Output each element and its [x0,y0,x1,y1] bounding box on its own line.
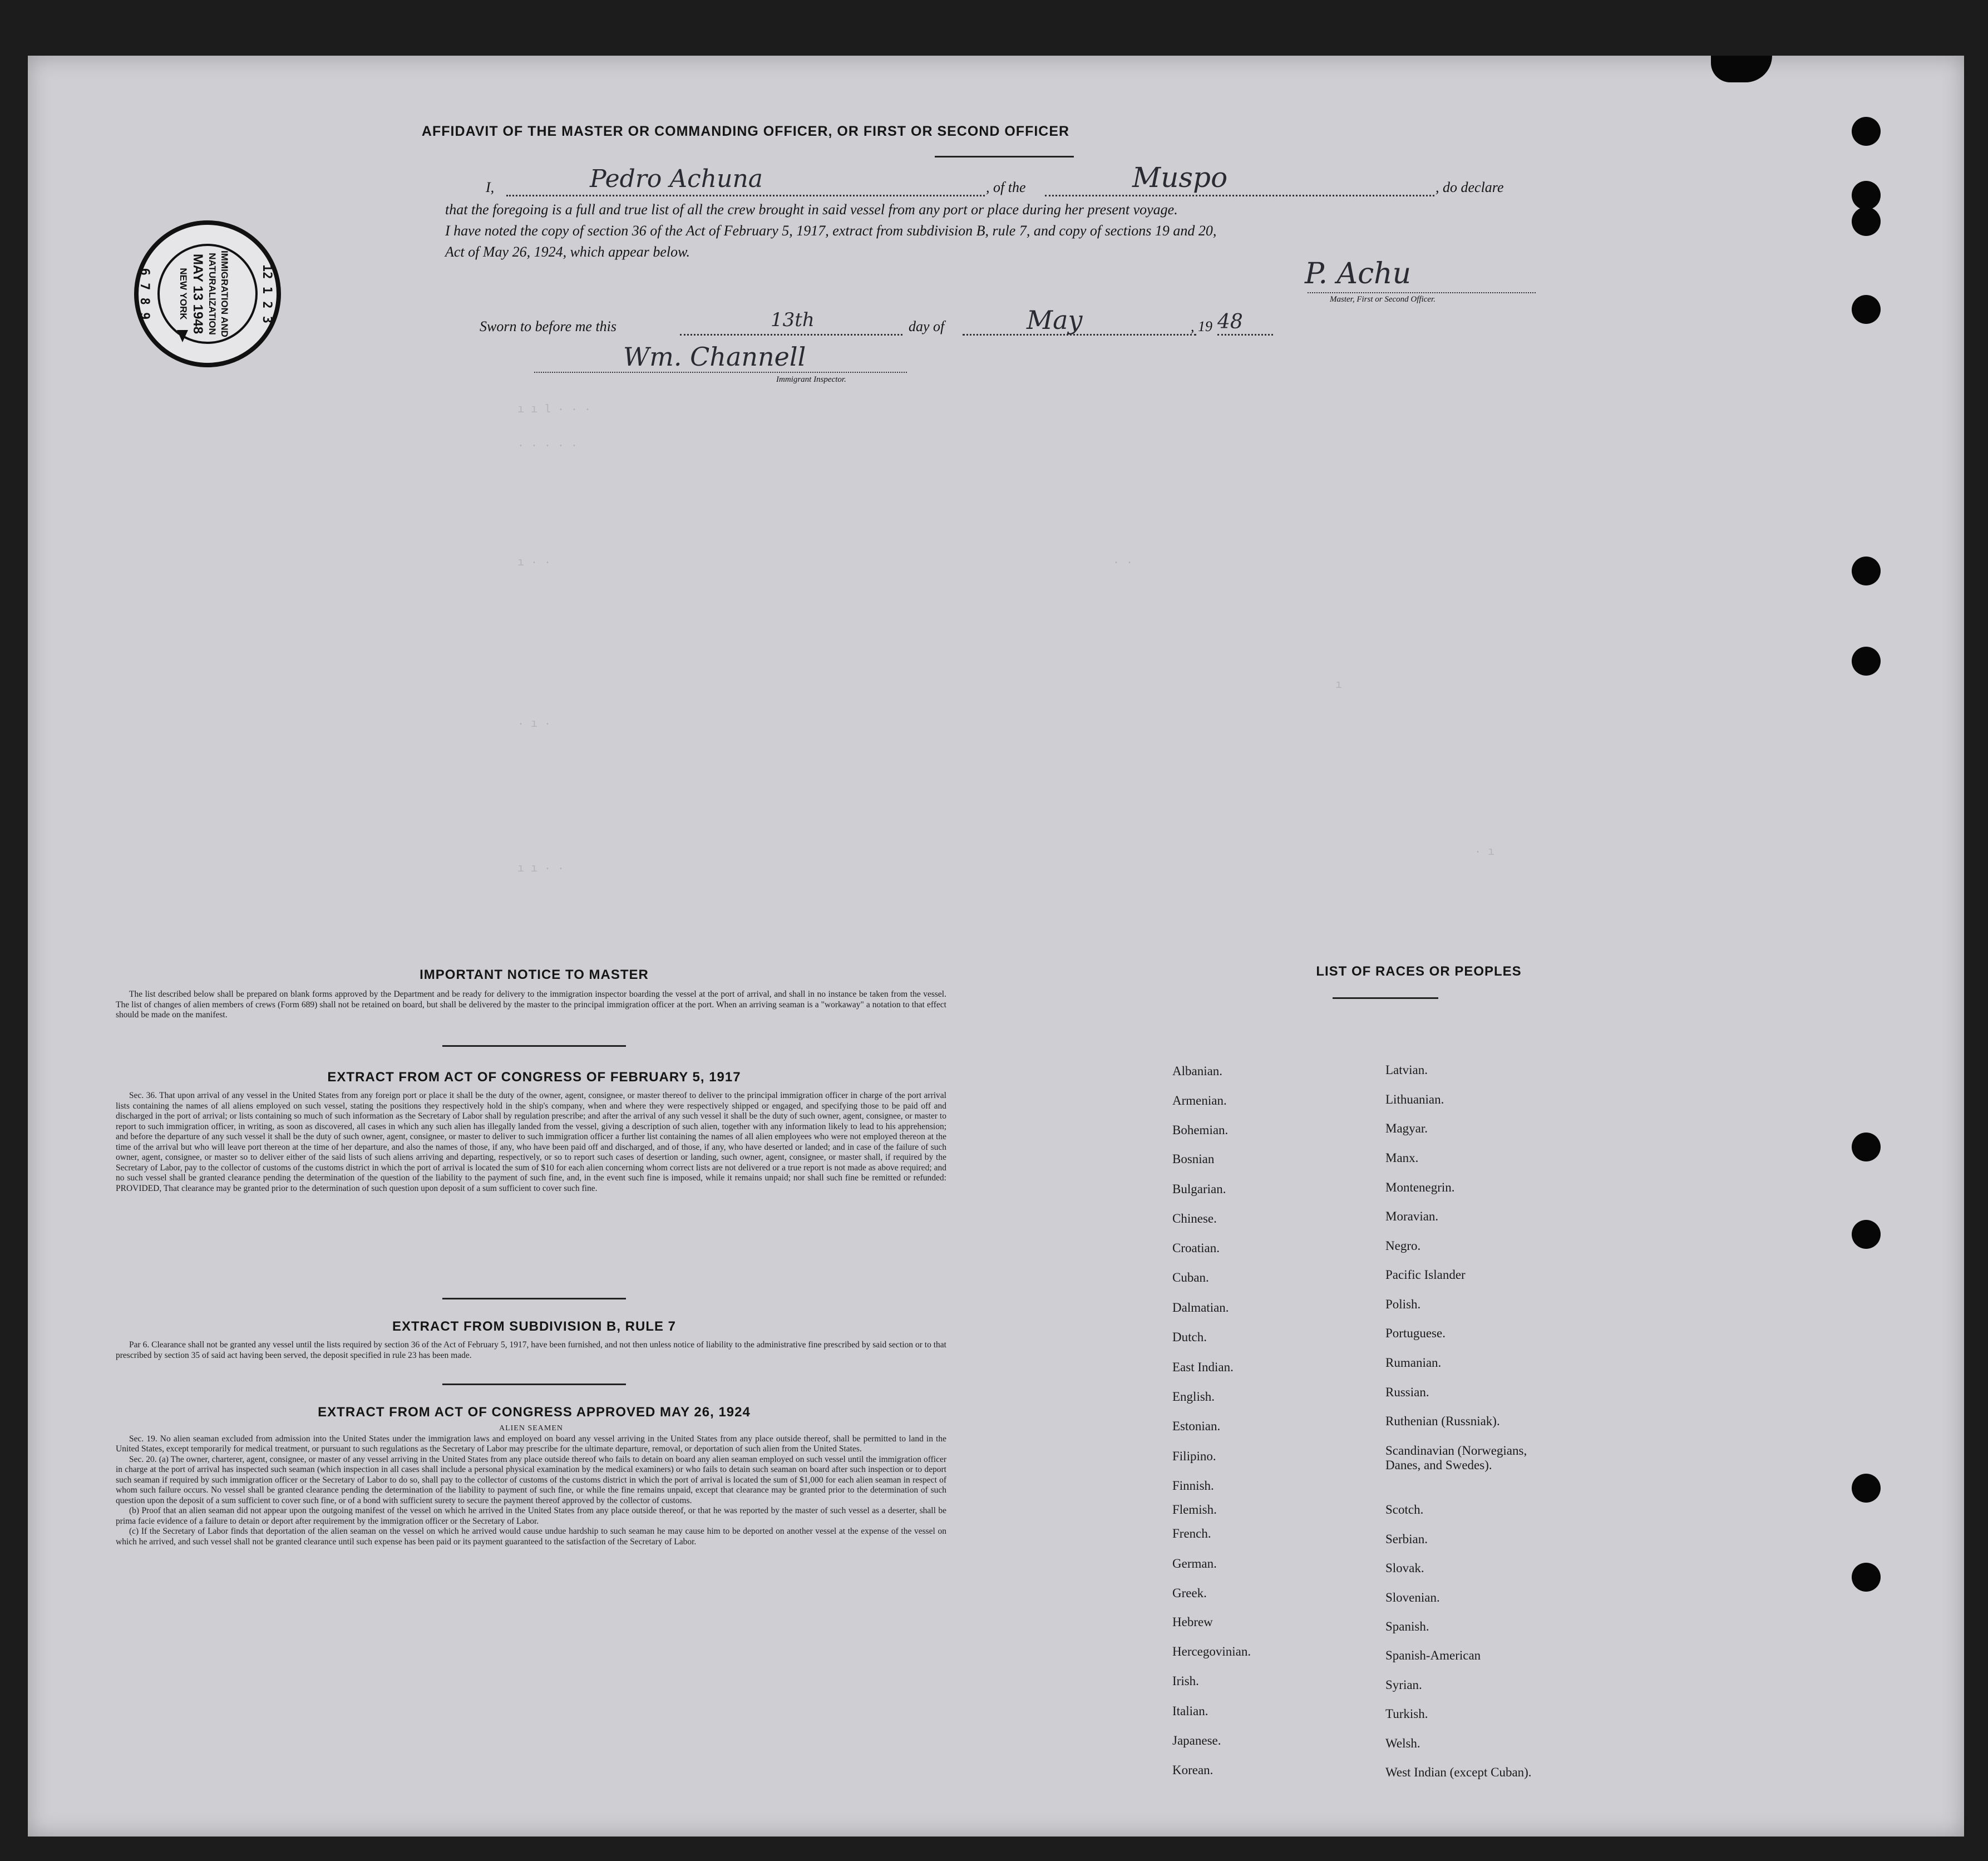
extract-1917-text [116,1091,946,1194]
declarant-intro: I, [486,179,495,195]
race-item: West Indian (except Cuban). [1385,1765,1532,1779]
alien-seamen-subtitle: ALIEN SEAMEN [499,1424,564,1432]
master-name: Pedro Achuna [590,165,763,193]
notice-divider [442,1045,626,1047]
punch-hole [1852,1563,1881,1592]
notice-title: IMPORTANT NOTICE TO MASTER [420,967,649,982]
inspector-signature: Wm. Channell [623,342,806,372]
bleed-through-mark: ı · · [517,557,551,569]
punch-hole [1852,557,1881,585]
race-item: Greek. [1172,1586,1207,1600]
punch-hole [1852,117,1881,146]
year-field-line [1217,334,1273,336]
rule-7-paragraph: Par 6. Clearance shall not be granted any vessel until the lists required by section 36 of the Act of February 5, 1917, have been furnished, and not then unless notice of liability to the administrative fine prescribed by said section or to that prescribed by section 35 of said act having been served, the deposit specified in rule 23 has been made. [116,1340,946,1360]
bleed-through-mark: ı [1335,679,1343,692]
race-item: Serbian. [1385,1532,1428,1546]
sworn-day: 13th [771,309,815,331]
race-item: Dutch. [1172,1330,1207,1344]
signature-line [1308,292,1536,293]
affidavit-line-4: Act of May 26, 1924, which appear below. [445,244,690,260]
section-20b-paragraph: (b) Proof that an alien seaman did not appear upon the outgoing manifest of the vessel on which he arrived in the United States from any place outside thereof, or that he was reported by the master of such vessel as a deserter, shall be prima facie evidence of a failure to detain or deport after requirement by the immigration officer or the Secretary of Labor. [116,1506,946,1526]
section-36-paragraph: Sec. 36. That upon arrival of any vessel in the United States from any foreign port or place it shall be the duty of the owner, agent, consignee, or master thereof to deliver to the principal immigration officer in charge of the port arrival lists containing the names of all aliens employed on such vessel, stating the positions they respectively hold in the ship's company, when and where they were respectively shipped or engaged, and specifying those to be paid off and discharged in the port of arrival; or lists containing so much of such information as the Secretary of Labor shall by regulation prescribe; and after the arrival of any such vessel it shall be the duty of such owner, agent, consignee, or master to report to such immigration officer, in writing, as soon as discovered, all cases in which any such alien has illegally landed from the vessel, giving a description of such alien, together with any information likely to lead to his apprehension; and before the departure of any such vessel it shall be the duty of such owner, agent, consignee, or master to deliver to such immigration officer a further list containing the names of all alien employees who were not employed thereon at the time of the arrival but who will leave port thereon at the time of her departure, and also the names of those, if any, who have been paid off and discharged, and of those, if any, who have deserted or landed; and in case of the failure of such owner, agent, consignee, or master so to deliver either of the said lists of such aliens arriving and departing, respectively, or so to report such cases of desertion or landing, such owner, agent, consignee, or master shall, if required by the Secretary of Labor, pay to the collector of customs of the customs district in which the port of arrival is located the sum of $10 for each alien concerning whom correct lists are not delivered or a true report is not made as above required; and no such vessel shall be granted clearance pending the determination of the question of the liability to the payment of such fine, and, in the event such fine is imposed, while it remains unpaid; nor shall such fine be remitted or refunded: PROVIDED, That clearance may be granted prior to the determination of such question upon deposit of a sum sufficient to cover such fine. [116,1091,946,1193]
race-item: Pacific Islander [1385,1268,1466,1282]
race-item: Bosnian [1172,1152,1215,1166]
race-item: Scotch. [1385,1503,1424,1517]
race-item: Ruthenian (Russniak). [1385,1414,1500,1428]
race-item: Spanish. [1385,1619,1429,1633]
race-item: Manx. [1385,1151,1419,1165]
race-item: Flemish. [1172,1503,1217,1517]
punch-hole [1852,647,1881,676]
punch-hole [1852,1133,1881,1161]
punch-hole [1852,1474,1881,1503]
of-the-label: , of the [986,179,1026,195]
year-prefix: , 19 [1191,318,1212,334]
race-item: Turkish. [1385,1707,1428,1721]
race-item: Armenian. [1172,1094,1227,1107]
section-19-paragraph: Sec. 19. No alien seaman excluded from admission into the United States under the immigration laws and employed on board any vessel arriving in the United States from any place outside thereof, shall be permitted to land in the United States, except temporarily for medical treatment, or pursuant to such regulations as the Secretary of Labor may prescribe for the ultimate departure, removal, or deportation of such alien from the United States. [116,1434,946,1454]
stamp-service: NATURALIZATION [207,253,218,335]
punch-hole [1852,1220,1881,1249]
notice-text [116,989,946,1021]
svg-text:6 7 8 9: 6 7 8 9 [137,268,151,320]
race-item: Bulgarian. [1172,1182,1226,1196]
race-item: English. [1172,1390,1215,1404]
section-20c-paragraph: (c) If the Secretary of Labor finds that deportation of the alien seaman on the vessel on which he arrived would cause undue hardship to such seaman he may cause him to be deported on another vessel at the expense of the vessel on which he arrived, and such vessel shall not be granted clearance until such expense has been paid or its payment guaranteed to the satisfaction of the Secretary of Labor. [116,1527,946,1547]
vessel-name: Muspo [1132,161,1228,194]
stamp-date: MAY 13 1948 [190,253,205,334]
torn-corner [1711,56,1772,82]
signature-caption: Master, First or Second Officer. [1330,295,1435,304]
race-item: Italian. [1172,1704,1208,1718]
race-item: Bohemian. [1172,1123,1229,1137]
bleed-through-mark: · ı [1474,846,1495,859]
race-item: Filipino. [1172,1449,1216,1463]
race-item: Albanian. [1172,1064,1223,1078]
race-item: Montenegrin. [1385,1180,1455,1194]
inspector-caption: Immigrant Inspector. [776,375,846,384]
race-item: Russian. [1385,1385,1429,1399]
race-item: French. [1172,1527,1211,1540]
punch-hole [1852,295,1881,324]
race-item: Lithuanian. [1385,1092,1444,1106]
stamp-agency: IMMIGRATION AND [219,250,230,337]
race-item: Chinese. [1172,1212,1217,1225]
race-item: Rumanian. [1385,1356,1442,1370]
extract-1917-title: EXTRACT FROM ACT OF CONGRESS OF FEBRUARY 5, 1917 [327,1070,741,1085]
sworn-month: May [1027,305,1083,335]
race-item: German. [1172,1557,1217,1570]
extract-1924-text [116,1424,946,1547]
name-field-line [506,195,985,196]
do-declare-label: , do declare [1435,179,1504,195]
race-item: Slovak. [1385,1561,1424,1575]
sworn-label: Sworn to before me this [480,318,617,334]
race-item: Korean. [1172,1763,1213,1777]
race-item: Croatian. [1172,1241,1220,1255]
race-item: Irish. [1172,1674,1199,1688]
stamp-graphic [132,219,283,369]
race-item: Japanese. [1172,1734,1221,1747]
race-item: Hebrew [1172,1615,1213,1629]
affidavit-line-2: that the foregoing is a full and true list of all the crew brought in said vessel from any port or place during her present voyage. [445,201,1178,218]
race-item: Syrian. [1385,1678,1422,1692]
affidavit-line-3: I have noted the copy of section 36 of the Act of February 5, 1917, extract from subdivision B, rule 7, and copy of sections 19 and 20, [445,223,1217,239]
notice-paragraph: The list described below shall be prepared on blank forms approved by the Department and be ready for delivery to the immigration inspector boarding the vessel at the port of arrival, and shall in no instance be taken from the vessel. The list of changes of alien members of crews (Form 689) shall not be retained on board, but shall be delivered by the master to the principal immigration officer at the port. When an arriving seaman is a "workaway" a notation to that effect should be made on the manifest. [116,989,946,1020]
bleed-through-mark: ı ı · · [517,863,565,875]
bleed-through-mark: · ı · [517,718,551,731]
race-item: Slovenian. [1385,1591,1440,1604]
bleed-through-mark: ı ı l · · · [517,403,591,416]
race-item: Hercegovinian. [1172,1645,1251,1658]
race-item: East Indian. [1172,1360,1234,1374]
race-item: Scandinavian (Norwegians, [1385,1444,1527,1458]
race-item: Latvian. [1385,1063,1428,1077]
race-item: Magyar. [1385,1121,1428,1135]
extract-1924-title: EXTRACT FROM ACT OF CONGRESS APPROVED MAY 26, 1924 [318,1405,751,1420]
inspector-line [534,372,907,373]
races-underline [1333,997,1438,999]
race-item: Moravian. [1385,1209,1439,1223]
race-item: Danes, and Swedes). [1385,1458,1492,1472]
extract-1917-divider [442,1298,626,1299]
immigration-date-stamp [132,219,283,369]
master-signature: P. Achu [1305,257,1412,291]
vessel-field-line [1045,195,1434,196]
subdivision-text [116,1340,946,1361]
punch-hole [1852,181,1881,210]
race-item: Spanish-American [1385,1648,1481,1662]
day-field-line [680,334,902,336]
bleed-through-mark: · · [1113,557,1133,569]
sworn-year: 48 [1217,311,1243,333]
svg-text:12 1 2 3: 12 1 2 3 [260,264,274,323]
race-item: Polish. [1385,1297,1421,1311]
bleed-through-mark: · · · · · [517,440,578,452]
day-of-label: day of [909,318,945,334]
subdivision-divider [442,1384,626,1385]
race-item: Dalmatian. [1172,1301,1229,1314]
document-page [28,56,1964,1837]
race-item: Welsh. [1385,1736,1420,1750]
race-item: Estonian. [1172,1419,1221,1433]
punch-hole [1852,207,1881,236]
stamp-location: NEW YORK [178,268,189,320]
race-item: Negro. [1385,1239,1421,1253]
section-20a-paragraph: Sec. 20. (a) The owner, charterer, agent, consignee, or master of any vessel arriving in the United States from any place outside thereof who fails to detain on board any alien seaman employed on such vessel until the immigration officer in charge at the port of arrival has inspected such seaman (which inspection in all cases shall include a personal physical examination by the medical examiners) or who fails to detain such seaman on board after such inspection or to deport such seaman if required by such immigration officer or the Secretary of Labor to do so, shall pay to the collector of customs of the customs district in which the port of arrival is located the sum of $1,000 for each alien seaman in respect of whom such failure occurs. No vessel shall be granted clearance pending the determination of the liability to payment of such fine, or while the fine remains unpaid, except that clearance may be granted prior to the determination of such question upon the deposit of a sum sufficient to cover such fine, or of a bond with sufficient surety to secure the payment thereof approved by the collector of customs. [116,1454,946,1505]
race-item: Portuguese. [1385,1326,1446,1340]
races-title: LIST OF RACES OR PEOPLES [1316,964,1522,979]
race-item: Finnish. [1172,1479,1214,1493]
race-item: Cuban. [1172,1271,1209,1284]
affidavit-title: AFFIDAVIT OF THE MASTER OR COMMANDING OFFICER, OR FIRST OR SECOND OFFICER [421,124,1070,139]
title-underline [935,156,1074,157]
subdivision-title: EXTRACT FROM SUBDIVISION B, RULE 7 [392,1319,677,1334]
